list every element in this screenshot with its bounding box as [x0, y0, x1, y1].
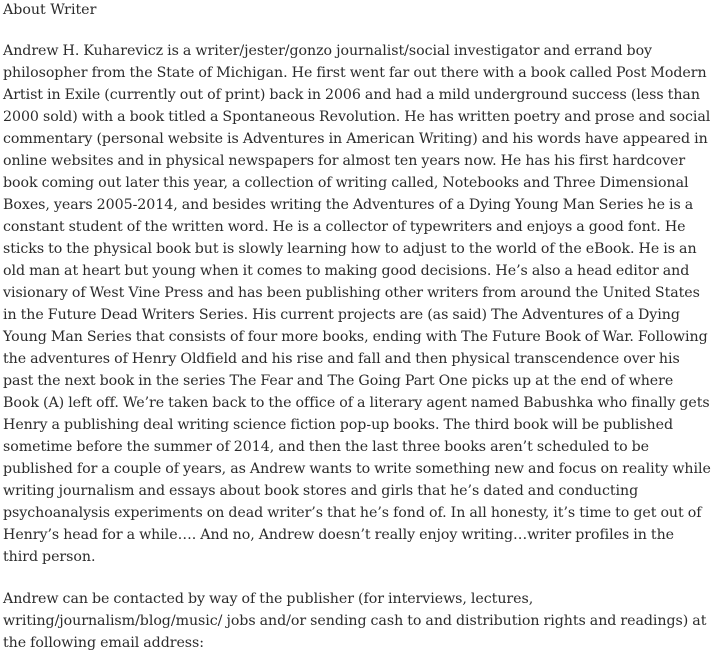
bio-paragraph: Andrew H. Kuharevicz is a writer/jester/gonzo journalist/social investigator and errand boy philosopher from the State of Michigan. He first went far out there with a book called Post Modern Artist in Exile (currently out of print) back in 2006 and had a mild underground success (less than 2000 sold) with a book titled a Spontaneous Revolution. He has written poetry and prose and social commentary (personal website is Adventures in American Writing) and his words have appeared in online websites and in physical newspapers for almost ten years now. He has his first hardcover book coming out later this year, a collection of writing called, Notebooks and Three Dimensional Boxes, years 2005-2014, and besides writing the Adventures of a Dying Young Man Series he is a constant student of the written word. He is a collector of typewriters and enjoys a good font. He sticks to the physical book but is slowly learning how to adjust to the world of the eBook. He is an old man at heart but young when it comes to making good decisions. He’s also a head editor and visionary of West Vine Press and has been publishing other writers from around the United States in the Future Dead Writers Series. His current projects are (as said) The Adventures of a Dying Young Man Series that consists of four more books, ending with The Future Book of War. Following the adventures of Henry Oldfield and his rise and fall and then physical transcendence over his past the next book in the series The Fear and The Going Part One picks up at the end of where Book (A) left off. We’re taken back to the office of a literary agent named Babushka who finally gets Henry a publishing deal writing science fiction pop-up books. The third book will be published sometime before the summer of 2014, and then the last three books aren’t scheduled to be published for a couple of years, as Andrew wants to write something new and focus on reality while writing journalism and essays about book stores and girls that he’s dated and conducting psychoanalysis experiments on dead writer’s that he’s fond of. In all honesty, it’s time to get out of Henry’s head for a while…. And no, Andrew doesn’t really enjoy writing…writer profiles in the third person. — [3, 43, 711, 565]
page-title: About Writer — [3, 2, 97, 18]
contact-paragraph: Andrew can be contacted by way of the publisher (for interviews, lectures, writing/journalism/blog/music/ jobs and/or sending cash to and distribution rights and readings) at the following email address: — [3, 591, 707, 651]
